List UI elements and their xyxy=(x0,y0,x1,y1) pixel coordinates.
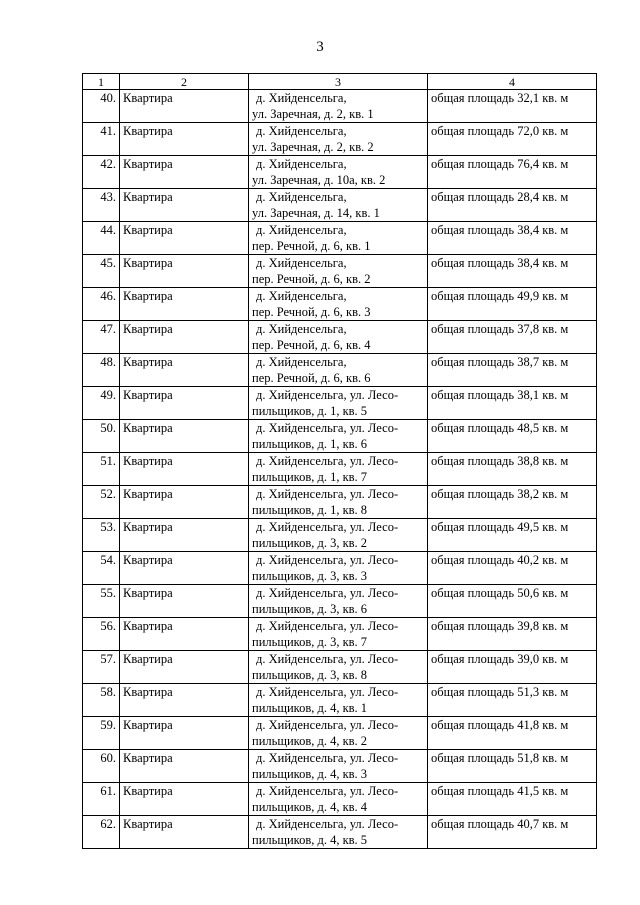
row-number-cell: 57. xyxy=(83,651,120,684)
row-number-cell: 49. xyxy=(83,387,120,420)
address-line-1: д. Хийденсельга, xyxy=(256,322,347,336)
address-line-1: д. Хийденсельга, xyxy=(256,157,347,171)
address-line-2: пер. Речной, д. 6, кв. 1 xyxy=(252,238,371,253)
property-type-cell: Квартира xyxy=(120,816,249,849)
area-cell: общая площадь 28,4 кв. м xyxy=(428,189,597,222)
address-cell xyxy=(249,321,428,354)
property-type-cell: Квартира xyxy=(120,189,249,222)
address-line-1: д. Хийденсельга, xyxy=(256,124,347,138)
address-line-1: д. Хийденсельга, ул. Лесо- xyxy=(256,817,399,831)
table-row xyxy=(83,519,597,552)
table-header-row xyxy=(83,74,597,90)
address-cell xyxy=(249,519,428,552)
row-number-cell: 42. xyxy=(83,156,120,189)
address-cell xyxy=(249,156,428,189)
area-cell: общая площадь 41,8 кв. м xyxy=(428,717,597,750)
property-type-cell: Квартира xyxy=(120,486,249,519)
property-type-cell: Квартира xyxy=(120,618,249,651)
row-number-cell: 41. xyxy=(83,123,120,156)
table-row xyxy=(83,651,597,684)
table-row xyxy=(83,420,597,453)
row-number-cell: 52. xyxy=(83,486,120,519)
property-type-cell: Квартира xyxy=(120,552,249,585)
address-line-2: пильщиков, д. 4, кв. 2 xyxy=(252,733,368,748)
address-line-1: д. Хийденсельга, xyxy=(256,190,347,204)
address-cell xyxy=(249,420,428,453)
area-cell: общая площадь 32,1 кв. м xyxy=(428,90,597,123)
address-line-2: пильщиков, д. 1, кв. 8 xyxy=(252,502,368,517)
address-line-2: пильщиков, д. 3, кв. 7 xyxy=(252,634,368,649)
area-cell: общая площадь 38,7 кв. м xyxy=(428,354,597,387)
property-type-cell: Квартира xyxy=(120,651,249,684)
address-cell xyxy=(249,651,428,684)
area-cell: общая площадь 37,8 кв. м xyxy=(428,321,597,354)
address-line-1: д. Хийденсельга, ул. Лесо- xyxy=(256,784,399,798)
area-cell: общая площадь 38,4 кв. м xyxy=(428,222,597,255)
address-cell xyxy=(249,288,428,321)
property-table xyxy=(82,73,597,849)
property-type-cell: Квартира xyxy=(120,717,249,750)
column-header-3: 3 xyxy=(249,74,428,90)
property-type-cell: Квартира xyxy=(120,123,249,156)
address-line-2: пер. Речной, д. 6, кв. 2 xyxy=(252,271,371,286)
table-row xyxy=(83,387,597,420)
row-number-cell: 61. xyxy=(83,783,120,816)
address-cell xyxy=(249,717,428,750)
table-row xyxy=(83,123,597,156)
table-row xyxy=(83,189,597,222)
address-line-1: д. Хийденсельга, ул. Лесо- xyxy=(256,751,399,765)
table-row xyxy=(83,552,597,585)
address-cell xyxy=(249,255,428,288)
area-cell: общая площадь 38,4 кв. м xyxy=(428,255,597,288)
address-line-2: пильщиков, д. 3, кв. 2 xyxy=(252,535,368,550)
address-line-1: д. Хийденсельга, ул. Лесо- xyxy=(256,685,399,699)
property-type-cell: Квартира xyxy=(120,90,249,123)
address-line-2: ул. Заречная, д. 2, кв. 1 xyxy=(252,106,374,121)
address-line-1: д. Хийденсельга, xyxy=(256,223,347,237)
address-cell xyxy=(249,90,428,123)
row-number-cell: 62. xyxy=(83,816,120,849)
address-cell xyxy=(249,123,428,156)
table-row xyxy=(83,783,597,816)
address-line-1: д. Хийденсельга, xyxy=(256,289,347,303)
table-row xyxy=(83,255,597,288)
address-cell xyxy=(249,354,428,387)
address-line-1: д. Хийденсельга, ул. Лесо- xyxy=(256,718,399,732)
address-line-2: пер. Речной, д. 6, кв. 6 xyxy=(252,370,371,385)
address-cell xyxy=(249,816,428,849)
address-line-2: пильщиков, д. 1, кв. 7 xyxy=(252,469,368,484)
area-cell: общая площадь 49,5 кв. м xyxy=(428,519,597,552)
table-row xyxy=(83,288,597,321)
area-cell: общая площадь 40,2 кв. м xyxy=(428,552,597,585)
table-row xyxy=(83,816,597,849)
row-number-cell: 46. xyxy=(83,288,120,321)
table-row xyxy=(83,222,597,255)
address-line-1: д. Хийденсельга, ул. Лесо- xyxy=(256,553,399,567)
address-line-2: пильщиков, д. 4, кв. 3 xyxy=(252,766,368,781)
column-header-1: 1 xyxy=(83,74,120,90)
address-line-1: д. Хийденсельга, ул. Лесо- xyxy=(256,421,399,435)
table-row xyxy=(83,453,597,486)
address-cell xyxy=(249,189,428,222)
property-type-cell: Квартира xyxy=(120,519,249,552)
row-number-cell: 59. xyxy=(83,717,120,750)
row-number-cell: 50. xyxy=(83,420,120,453)
address-cell xyxy=(249,453,428,486)
table-row xyxy=(83,750,597,783)
property-type-cell: Квартира xyxy=(120,387,249,420)
table-row xyxy=(83,90,597,123)
address-line-2: ул. Заречная, д. 14, кв. 1 xyxy=(252,205,380,220)
address-line-1: д. Хийденсельга, ул. Лесо- xyxy=(256,388,399,402)
row-number-cell: 51. xyxy=(83,453,120,486)
address-cell xyxy=(249,618,428,651)
table-row xyxy=(83,486,597,519)
area-cell: общая площадь 49,9 кв. м xyxy=(428,288,597,321)
address-line-2: пильщиков, д. 4, кв. 1 xyxy=(252,700,368,715)
address-line-1: д. Хийденсельга, xyxy=(256,355,347,369)
address-line-2: пильщиков, д. 3, кв. 3 xyxy=(252,568,368,583)
column-header-2: 2 xyxy=(120,74,249,90)
row-number-cell: 56. xyxy=(83,618,120,651)
address-cell xyxy=(249,387,428,420)
row-number-cell: 40. xyxy=(83,90,120,123)
property-type-cell: Квартира xyxy=(120,222,249,255)
table-row xyxy=(83,585,597,618)
row-number-cell: 54. xyxy=(83,552,120,585)
address-line-2: пильщиков, д. 4, кв. 5 xyxy=(252,832,368,847)
address-line-1: д. Хийденсельга, ул. Лесо- xyxy=(256,586,399,600)
address-line-2: пер. Речной, д. 6, кв. 3 xyxy=(252,304,371,319)
table-row xyxy=(83,354,597,387)
address-cell xyxy=(249,585,428,618)
address-cell xyxy=(249,684,428,717)
address-cell xyxy=(249,552,428,585)
property-type-cell: Квартира xyxy=(120,684,249,717)
address-line-1: д. Хийденсельга, ул. Лесо- xyxy=(256,454,399,468)
table-row xyxy=(83,618,597,651)
address-line-2: пер. Речной, д. 6, кв. 4 xyxy=(252,337,371,352)
address-cell xyxy=(249,783,428,816)
area-cell: общая площадь 38,8 кв. м xyxy=(428,453,597,486)
table-body xyxy=(83,90,597,849)
address-line-1: д. Хийденсельга, ул. Лесо- xyxy=(256,619,399,633)
row-number-cell: 45. xyxy=(83,255,120,288)
property-type-cell: Квартира xyxy=(120,420,249,453)
property-type-cell: Квартира xyxy=(120,321,249,354)
area-cell: общая площадь 38,1 кв. м xyxy=(428,387,597,420)
address-line-1: д. Хийденсельга, xyxy=(256,91,347,105)
address-line-1: д. Хийденсельга, xyxy=(256,256,347,270)
address-line-2: пильщиков, д. 3, кв. 6 xyxy=(252,601,368,616)
property-type-cell: Квартира xyxy=(120,156,249,189)
address-line-1: д. Хийденсельга, ул. Лесо- xyxy=(256,652,399,666)
column-header-4: 4 xyxy=(428,74,597,90)
address-line-2: пильщиков, д. 4, кв. 4 xyxy=(252,799,368,814)
property-type-cell: Квартира xyxy=(120,354,249,387)
address-cell xyxy=(249,750,428,783)
row-number-cell: 48. xyxy=(83,354,120,387)
row-number-cell: 55. xyxy=(83,585,120,618)
property-type-cell: Квартира xyxy=(120,288,249,321)
area-cell: общая площадь 76,4 кв. м xyxy=(428,156,597,189)
address-line-1: д. Хийденсельга, ул. Лесо- xyxy=(256,520,399,534)
page-number: 3 xyxy=(316,39,324,55)
property-type-cell: Квартира xyxy=(120,783,249,816)
area-cell: общая площадь 38,2 кв. м xyxy=(428,486,597,519)
row-number-cell: 53. xyxy=(83,519,120,552)
table-row xyxy=(83,684,597,717)
property-type-cell: Квартира xyxy=(120,453,249,486)
area-cell: общая площадь 39,8 кв. м xyxy=(428,618,597,651)
row-number-cell: 43. xyxy=(83,189,120,222)
area-cell: общая площадь 48,5 кв. м xyxy=(428,420,597,453)
area-cell: общая площадь 39,0 кв. м xyxy=(428,651,597,684)
address-cell xyxy=(249,486,428,519)
area-cell: общая площадь 51,3 кв. м xyxy=(428,684,597,717)
area-cell: общая площадь 51,8 кв. м xyxy=(428,750,597,783)
table-row xyxy=(83,717,597,750)
address-line-2: ул. Заречная, д. 10а, кв. 2 xyxy=(252,172,386,187)
address-line-2: ул. Заречная, д. 2, кв. 2 xyxy=(252,139,374,154)
row-number-cell: 47. xyxy=(83,321,120,354)
address-line-1: д. Хийденсельга, ул. Лесо- xyxy=(256,487,399,501)
row-number-cell: 60. xyxy=(83,750,120,783)
property-type-cell: Квартира xyxy=(120,750,249,783)
table-row xyxy=(83,156,597,189)
area-cell: общая площадь 40,7 кв. м xyxy=(428,816,597,849)
property-type-cell: Квартира xyxy=(120,255,249,288)
area-cell: общая площадь 72,0 кв. м xyxy=(428,123,597,156)
area-cell: общая площадь 50,6 кв. м xyxy=(428,585,597,618)
address-line-2: пильщиков, д. 1, кв. 5 xyxy=(252,403,368,418)
table-row xyxy=(83,321,597,354)
area-cell: общая площадь 41,5 кв. м xyxy=(428,783,597,816)
address-line-2: пильщиков, д. 3, кв. 8 xyxy=(252,667,368,682)
address-line-2: пильщиков, д. 1, кв. 6 xyxy=(252,436,368,451)
row-number-cell: 58. xyxy=(83,684,120,717)
address-cell xyxy=(249,222,428,255)
property-type-cell: Квартира xyxy=(120,585,249,618)
row-number-cell: 44. xyxy=(83,222,120,255)
